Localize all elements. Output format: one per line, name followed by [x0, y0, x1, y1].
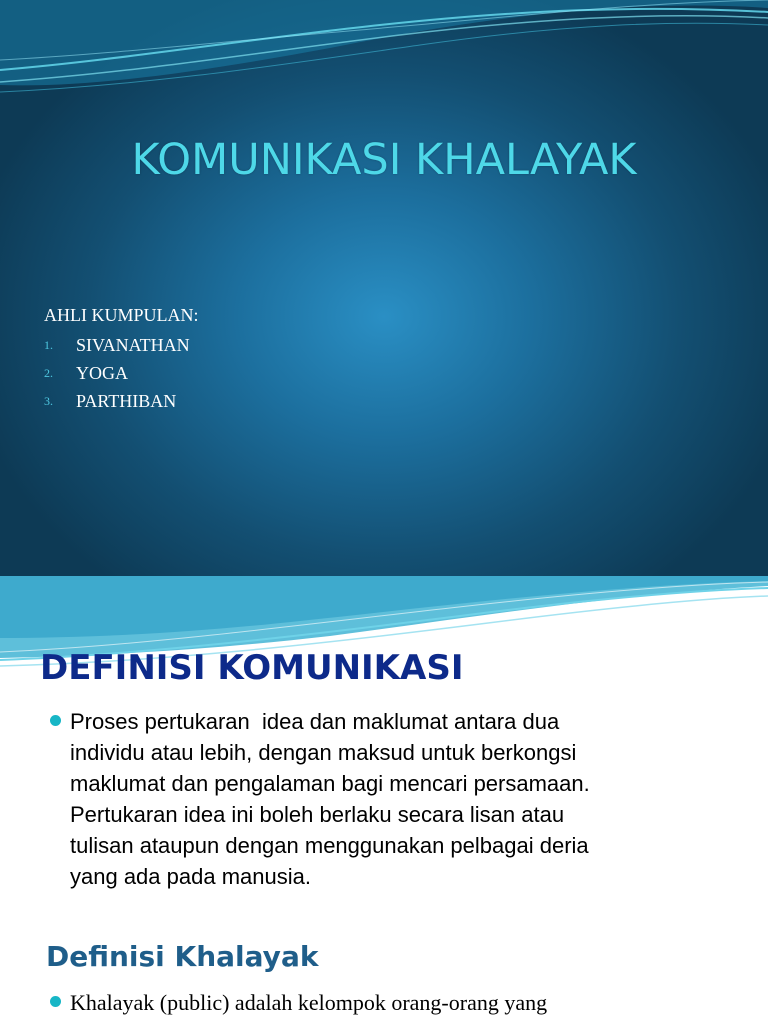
- member-item: [44, 331, 199, 359]
- wave-decoration: [0, 0, 768, 110]
- member-item: [44, 359, 199, 387]
- text-line: individu atau lebih, dengan maksud untuk berkongsi: [70, 740, 577, 765]
- bullet-dot-icon: [50, 996, 61, 1007]
- definition-heading: DEFINISI KOMUNIKASI: [40, 648, 464, 688]
- definition-slide: [0, 576, 768, 1024]
- definition-text: [70, 706, 750, 892]
- audience-bullet: [50, 988, 750, 1018]
- definition-bullet: [50, 706, 750, 892]
- member-name: YOGA: [76, 363, 128, 383]
- member-name: PARTHIBAN: [76, 391, 177, 411]
- bullet-dot-icon: [50, 715, 61, 726]
- text-line: maklumat dan pengalaman bagi mencari persamaan.: [70, 771, 590, 796]
- text-line: yang ada pada manusia.: [70, 864, 311, 889]
- text-line: Proses pertukaran idea dan maklumat antara dua: [70, 709, 560, 734]
- text-line: Pertukaran idea ini boleh berlaku secara lisan atau: [70, 802, 565, 827]
- member-number: 2.: [44, 366, 53, 380]
- text-line: tulisan ataupun dengan menggunakan pelbagai deria: [70, 833, 589, 858]
- member-number: 1.: [44, 338, 53, 352]
- audience-heading: Definisi Khalayak: [46, 940, 319, 973]
- member-item: [44, 387, 199, 415]
- member-name: SIVANATHAN: [76, 335, 190, 355]
- audience-text: Khalayak (public) adalah kelompok orang-orang yang: [70, 990, 548, 1015]
- members-heading: AHLI KUMPULAN:: [44, 305, 199, 325]
- member-list: [44, 305, 199, 415]
- member-number: 3.: [44, 394, 53, 408]
- presentation-title: KOMUNIKASI KHALAYAK: [131, 135, 637, 185]
